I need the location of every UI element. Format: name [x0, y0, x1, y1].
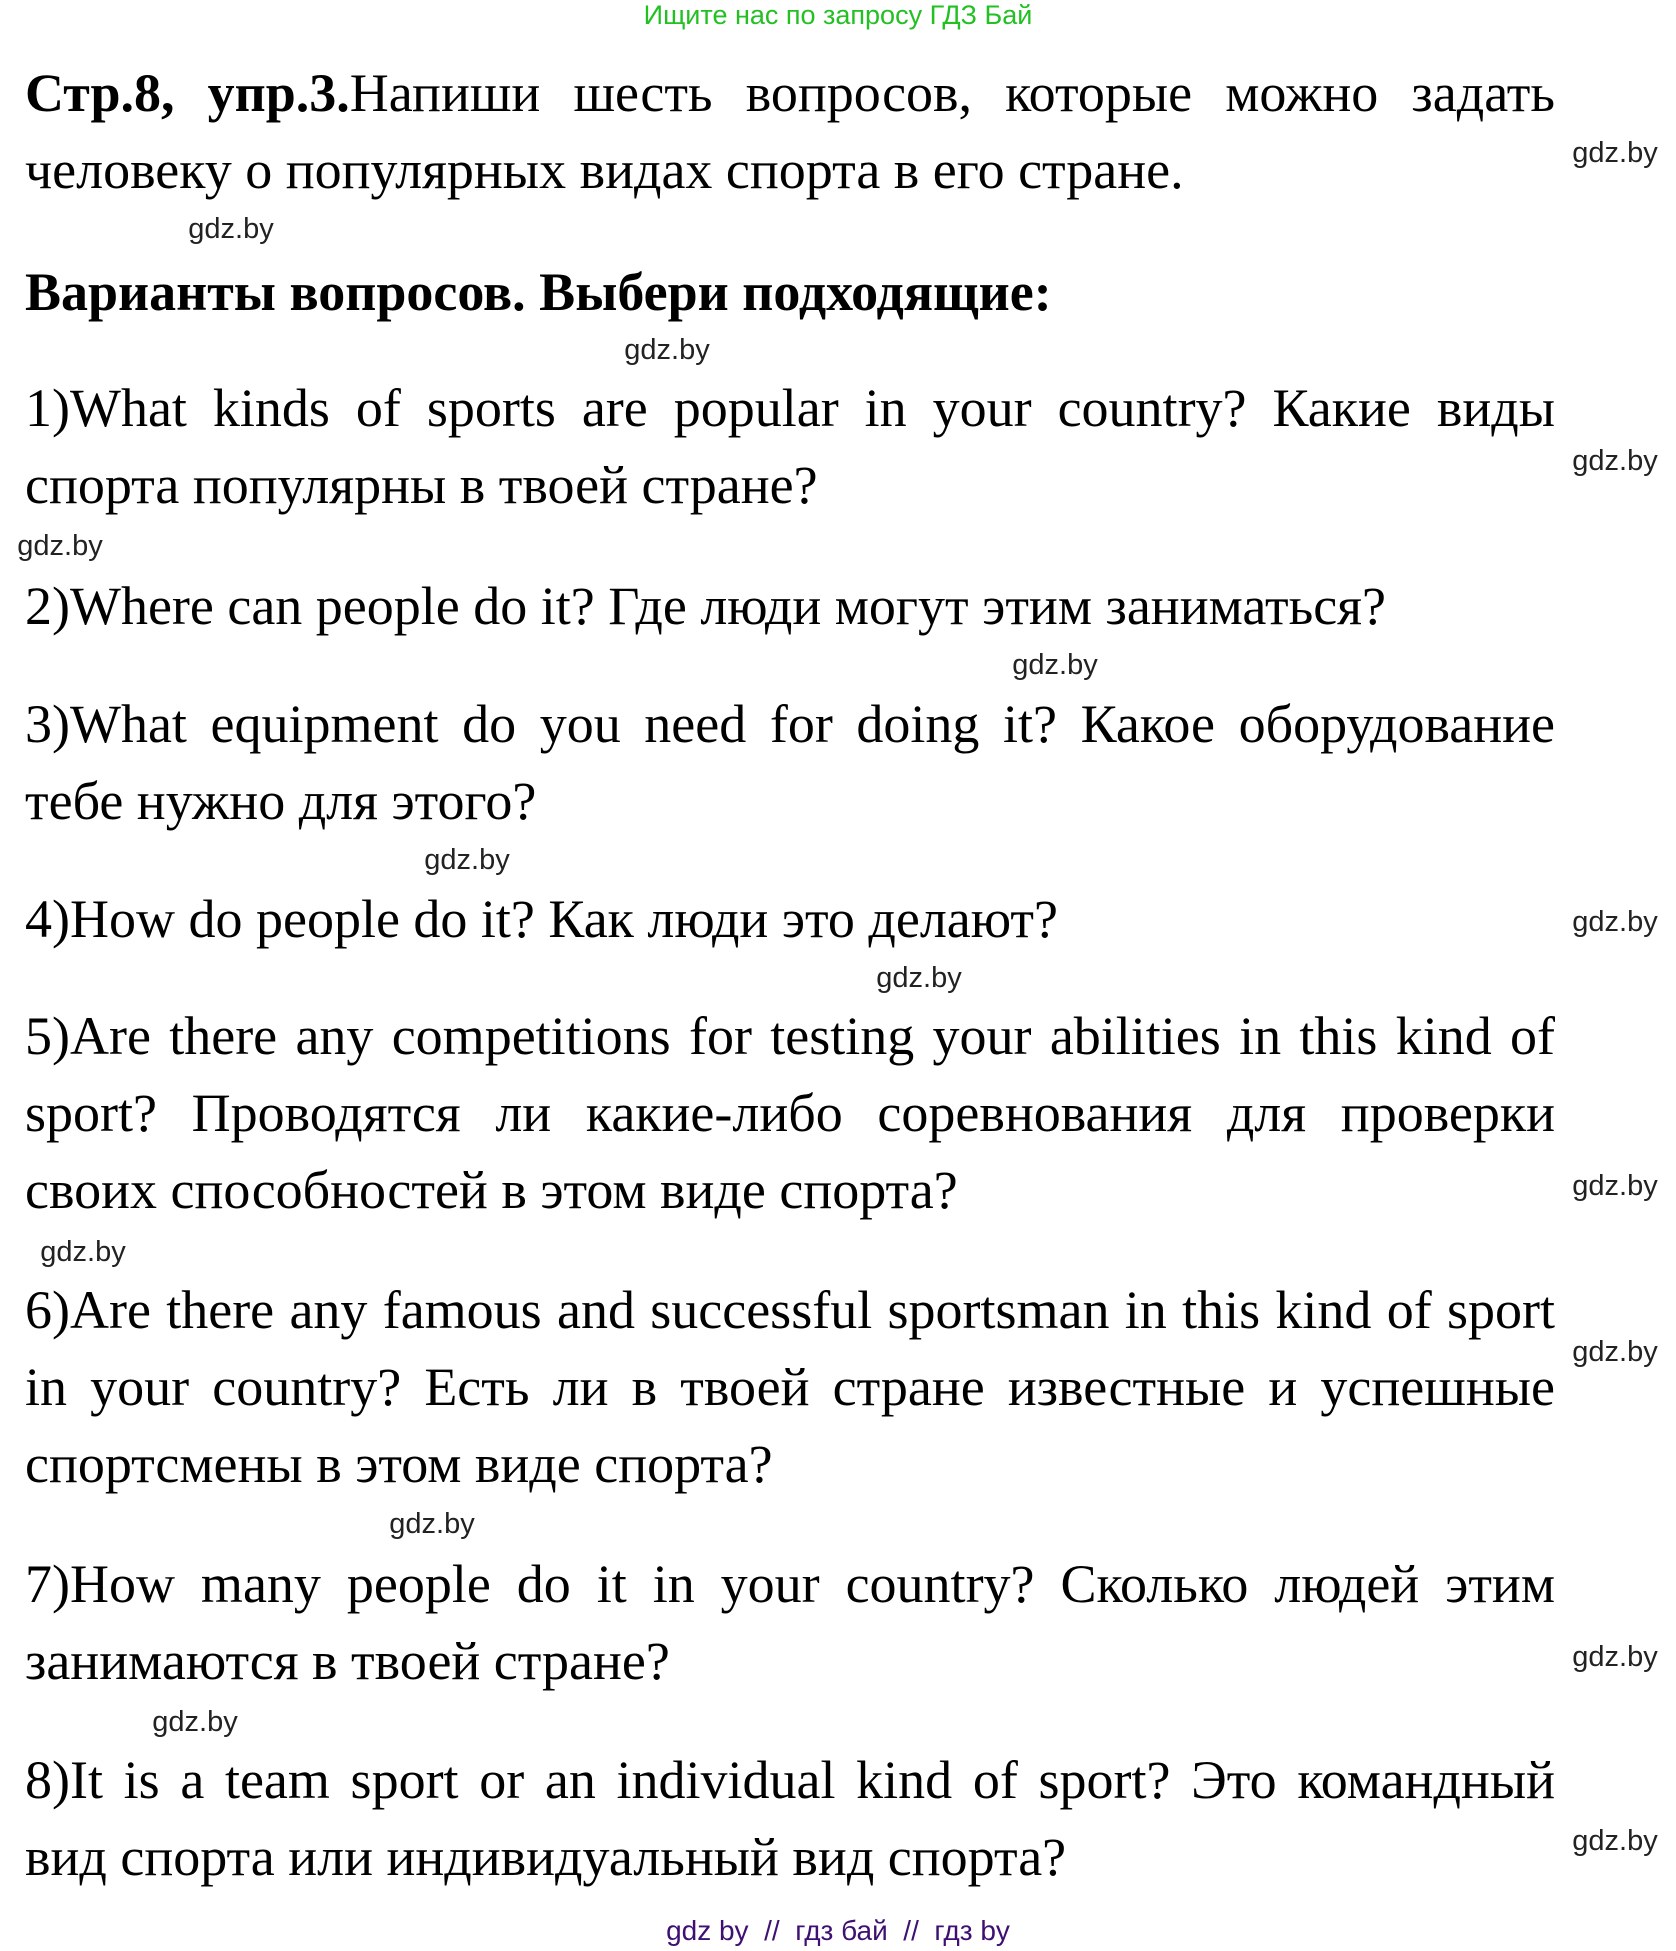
question-2: 2)Where can people do it? Где люди могут этим заниматься?	[25, 576, 1386, 636]
watermark: gdz.by	[40, 1236, 126, 1268]
question-8: 8)It is a team sport or an individual kind of sport? Это командный вид спорта или индивидуальный вид спорта?	[25, 1750, 1555, 1887]
watermark: gdz.by	[1572, 137, 1658, 169]
footer-links: gdz by // гдз бай // гдз by	[666, 1915, 1010, 1946]
exercise-title	[25, 55, 1555, 209]
watermark: gdz.by	[1572, 1641, 1658, 1673]
question-7: 7)How many people do it in your country? Сколько людей этим занимаются в твоей стране?	[25, 1554, 1555, 1691]
watermark: gdz.by	[876, 962, 962, 994]
question-1: 1)What kinds of sports are popular in your country? Какие виды спорта популярны в твоей стране?	[25, 378, 1555, 515]
question-4: 4)How do people do it? Как люди это делают?	[25, 889, 1058, 949]
question-6: 6)Are there any famous and successful sportsman in this kind of sport in your country? Есть ли в твоей стране известные и успешные спортсмены в этом виде спорта?	[25, 1280, 1555, 1494]
watermark: gdz.by	[1572, 906, 1658, 938]
header-banner: Ищите нас по запросу ГДЗ Бай	[643, 0, 1033, 30]
watermark: gdz.by	[624, 334, 710, 366]
section-heading: Варианты вопросов. Выбери подходящие:	[25, 262, 1052, 322]
question-3: 3)What equipment do you need for doing it? Какое оборудование тебе нужно для этого?	[25, 694, 1555, 831]
watermark: gdz.by	[17, 530, 103, 562]
watermark: gdz.by	[188, 213, 274, 245]
exercise-number: Стр.8, упр.3.	[25, 63, 350, 123]
exercise-task: Напиши шесть вопросов, которые можно задать человеку о популярных видах спорта в его стране.	[25, 63, 1555, 200]
watermark: gdz.by	[1572, 1170, 1658, 1202]
watermark: gdz.by	[1012, 649, 1098, 681]
question-5: 5)Are there any competitions for testing your abilities in this kind of sport? Проводятся ли какие-либо соревнования для проверки своих способностей в этом виде спорта?	[25, 1006, 1555, 1220]
watermark: gdz.by	[1572, 1825, 1658, 1857]
watermark: gdz.by	[1572, 445, 1658, 477]
watermark: gdz.by	[389, 1508, 475, 1540]
watermark: gdz.by	[152, 1706, 238, 1738]
watermark: gdz.by	[1572, 1336, 1658, 1368]
watermark: gdz.by	[424, 844, 510, 876]
